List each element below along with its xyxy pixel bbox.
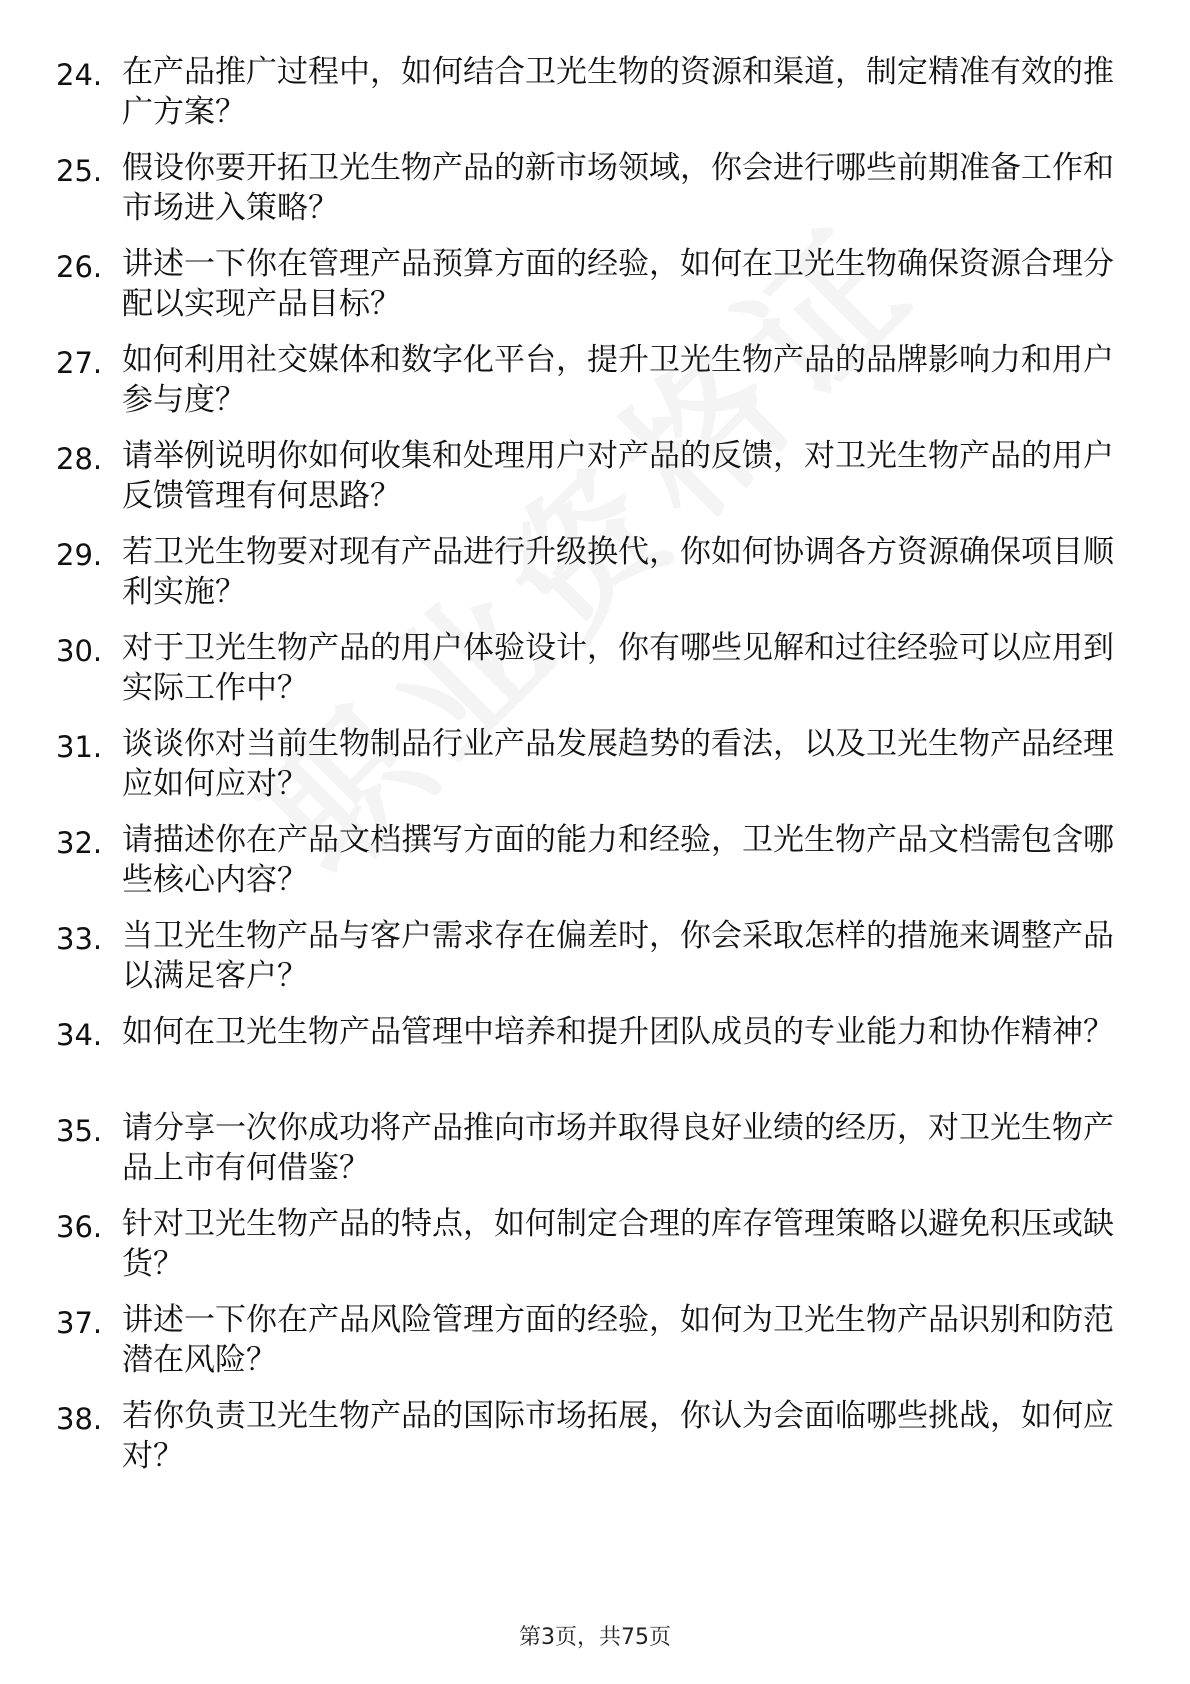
list-item: [56, 1300, 1116, 1396]
question-text: 若卫光生物要对现有产品进行升级换代，你如何协调各方资源确保项目顺利实施？: [122, 534, 1114, 610]
list-item: [56, 52, 1116, 148]
question-text: 在产品推广过程中，如何结合卫光生物的资源和渠道，制定精准有效的推广方案？: [122, 54, 1114, 130]
question-number: 29.: [56, 538, 103, 572]
question-text: 请描述你在产品文档撰写方面的能力和经验，卫光生物产品文档需包含哪些核心内容？: [122, 822, 1114, 898]
list-item: [56, 532, 1116, 628]
question-number: 38.: [56, 1402, 103, 1436]
question-number: 36.: [56, 1210, 103, 1244]
question-number: 32.: [56, 826, 103, 860]
list-item: [56, 1204, 1116, 1300]
list-item: [56, 916, 1116, 1012]
question-number: 33.: [56, 922, 103, 956]
list-item: [56, 820, 1116, 916]
page-number-footer: 第3页，共75页: [519, 1625, 671, 1650]
question-number: 28.: [56, 442, 103, 476]
question-text: 假设你要开拓卫光生物产品的新市场领域，你会进行哪些前期准备工作和市场进入策略？: [122, 150, 1114, 226]
list-item: [56, 724, 1116, 820]
question-text: 讲述一下你在产品风险管理方面的经验，如何为卫光生物产品识别和防范潜在风险？: [122, 1302, 1114, 1378]
question-text: 请分享一次你成功将产品推向市场并取得良好业绩的经历，对卫光生物产品上市有何借鉴？: [122, 1110, 1114, 1186]
list-item: [56, 436, 1116, 532]
question-number: 31.: [56, 730, 103, 764]
question-list: [56, 52, 1116, 1492]
question-text: 对于卫光生物产品的用户体验设计，你有哪些见解和过往经验可以应用到实际工作中？: [122, 630, 1114, 706]
question-number: 26.: [56, 250, 103, 284]
list-item: [56, 1396, 1116, 1492]
question-text: 当卫光生物产品与客户需求存在偏差时，你会采取怎样的措施来调整产品以满足客户？: [122, 918, 1114, 994]
list-item: [56, 244, 1116, 340]
question-text: 谈谈你对当前生物制品行业产品发展趋势的看法，以及卫光生物产品经理应如何应对？: [122, 726, 1114, 802]
list-item: [56, 628, 1116, 724]
list-item: [56, 148, 1116, 244]
list-item: [56, 340, 1116, 436]
question-number: 35.: [56, 1114, 103, 1148]
question-text: 若你负责卫光生物产品的国际市场拓展，你认为会面临哪些挑战，如何应对？: [122, 1398, 1114, 1474]
question-text: 如何利用社交媒体和数字化平台，提升卫光生物产品的品牌影响力和用户参与度？: [122, 342, 1114, 418]
question-number: 25.: [56, 154, 103, 188]
list-item: [56, 1108, 1116, 1204]
question-number: 34.: [56, 1018, 103, 1052]
question-text: 如何在卫光生物产品管理中培养和提升团队成员的专业能力和协作精神？: [122, 1014, 1114, 1050]
question-number: 37.: [56, 1306, 103, 1340]
question-text: 讲述一下你在管理产品预算方面的经验，如何在卫光生物确保资源合理分配以实现产品目标？: [122, 246, 1114, 322]
question-text: 针对卫光生物产品的特点，如何制定合理的库存管理策略以避免积压或缺货？: [122, 1206, 1114, 1282]
question-number: 30.: [56, 634, 103, 668]
list-item: [56, 1012, 1116, 1108]
question-text: 请举例说明你如何收集和处理用户对产品的反馈，对卫光生物产品的用户反馈管理有何思路？: [122, 438, 1114, 514]
question-number: 27.: [56, 346, 103, 380]
question-number: 24.: [56, 58, 103, 92]
